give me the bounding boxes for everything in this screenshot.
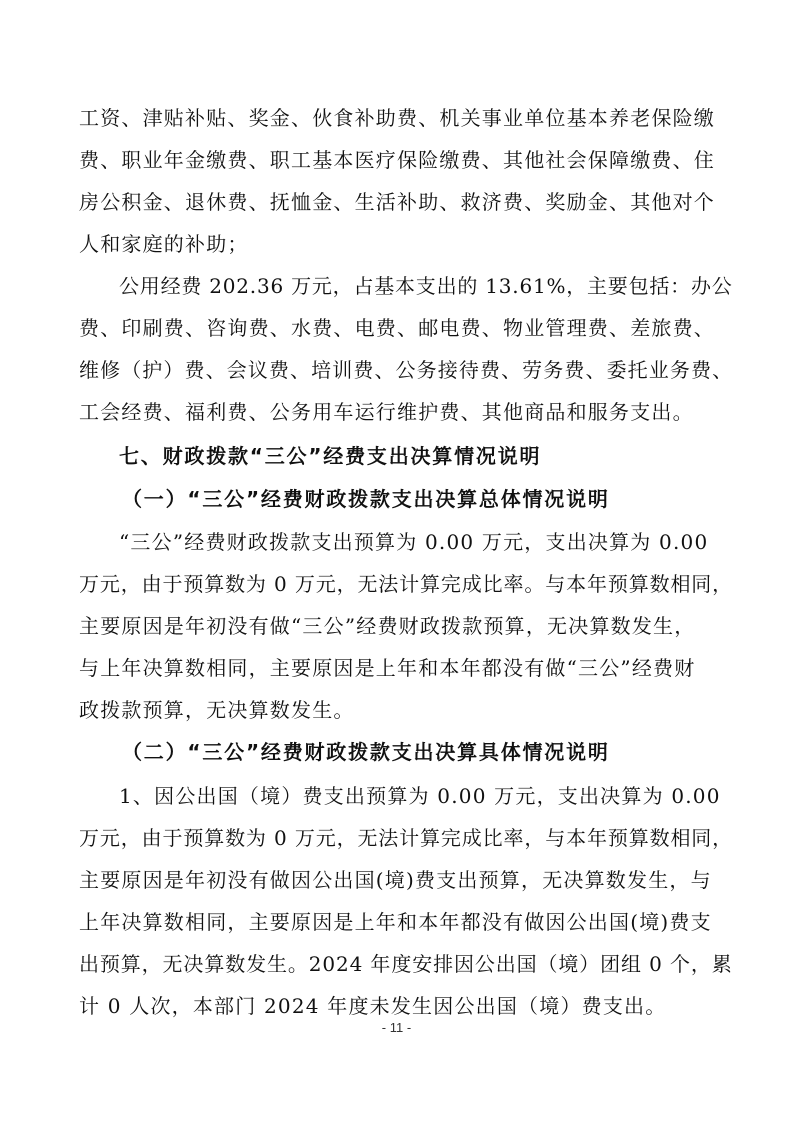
page-number: - 11 - <box>381 1020 412 1035</box>
paragraph-line: “三公”经费财政拨款支出预算为 0.00 万元，支出决算为 0.00 <box>119 530 709 554</box>
paragraph-line: 房公积金、退休费、抚恤金、生活补助、救济费、奖励金、其他对个 <box>79 190 715 214</box>
paragraph-line: 与上年决算数相同，主要原因是上年和本年都没有做“三公”经费财 <box>79 656 696 680</box>
paragraph-line: 费、职业年金缴费、职工基本医疗保险缴费、其他社会保障缴费、住 <box>79 148 715 172</box>
paragraph-line: 公用经费 202.36 万元，占基本支出的 13.61%，主要包括：办公 <box>119 274 733 298</box>
paragraph-line: 计 0 人次，本部门 2024 年度未发生因公出国（境）费支出。 <box>79 994 667 1018</box>
paragraph-line: 主要原因是年初没有做因公出国(境)费支出预算，无决算数发生，与 <box>79 868 712 892</box>
paragraph-line: 工会经费、福利费、公务用车运行维护费、其他商品和服务支出。 <box>79 400 694 424</box>
paragraph-line: 出预算，无决算数发生。2024 年度安排因公出国（境）团组 0 个，累 <box>79 952 733 976</box>
paragraph-line: 主要原因是年初没有做“三公”经费财政拨款预算，无决算数发生， <box>79 614 696 638</box>
paragraph-line: 政拨款预算，无决算数发生。 <box>79 698 355 722</box>
paragraph-line: 费、印刷费、咨询费、水费、电费、邮电费、物业管理费、差旅费、 <box>79 316 715 340</box>
paragraph-line: 上年决算数相同，主要原因是上年和本年都没有做因公出国(境)费支 <box>79 910 712 934</box>
paragraph-line: 工资、津贴补贴、奖金、伙食补助费、机关事业单位基本养老保险缴 <box>79 106 715 130</box>
paragraph-line: 万元，由于预算数为 0 万元，无法计算完成比率，与本年预算数相同， <box>79 826 734 850</box>
subsection-heading: （二）“三公”经费财政拨款支出决算具体情况说明 <box>122 740 610 764</box>
paragraph-line: 人和家庭的补助； <box>79 232 249 256</box>
subsection-heading: （一）“三公”经费财政拨款支出决算总体情况说明 <box>122 487 610 511</box>
paragraph-line: 维修（护）费、会议费、培训费、公务接待费、劳务费、委托业务费、 <box>79 358 734 382</box>
paragraph-line: 万元，由于预算数为 0 万元，无法计算完成比率。与本年预算数相同， <box>79 572 734 596</box>
paragraph-line: 1、因公出国（境）费支出预算为 0.00 万元，支出决算为 0.00 <box>119 784 721 808</box>
section-heading: 七、财政拨款“三公”经费支出决算情况说明 <box>119 444 542 468</box>
